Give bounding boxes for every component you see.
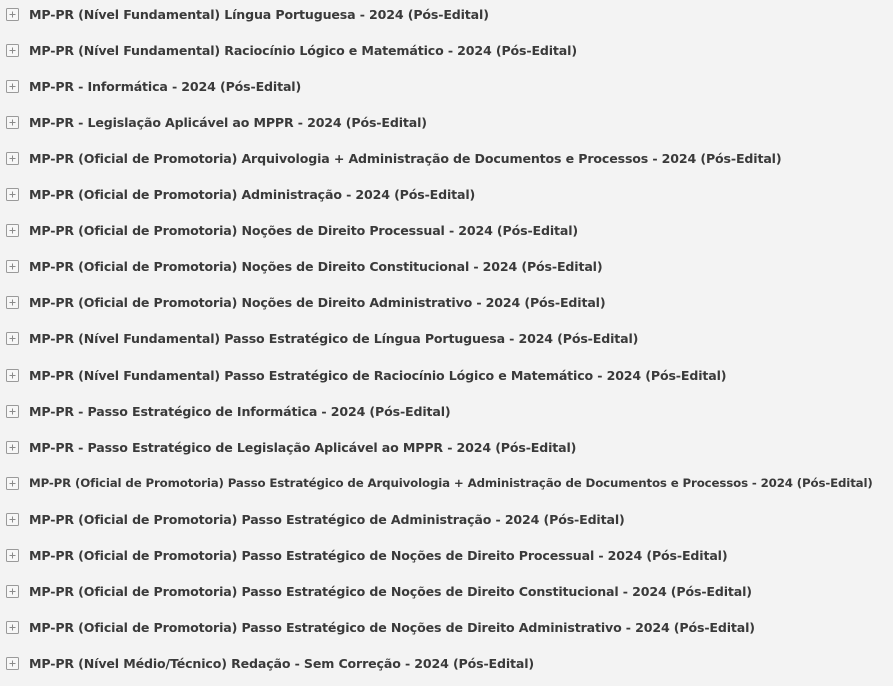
plus-square-icon[interactable] <box>6 621 19 634</box>
course-item[interactable] <box>6 617 755 639</box>
course-label[interactable]: MP-PR (Nível Fundamental) Passo Estratégico de Raciocínio Lógico e Matemático - 2024 (Pós-Edital) <box>29 367 727 383</box>
course-item[interactable] <box>6 364 726 386</box>
course-item[interactable] <box>6 3 489 25</box>
course-label[interactable]: MP-PR (Nível Fundamental) Raciocínio Lógico e Matemático - 2024 (Pós-Edital) <box>29 42 577 58</box>
course-item[interactable] <box>6 436 576 458</box>
course-item[interactable] <box>6 400 451 422</box>
course-label[interactable]: MP-PR (Nível Fundamental) Língua Portuguesa - 2024 (Pós-Edital) <box>29 6 489 22</box>
plus-square-icon[interactable] <box>6 116 19 129</box>
course-item[interactable] <box>6 472 873 494</box>
plus-square-icon[interactable] <box>6 585 19 598</box>
course-item[interactable] <box>6 147 781 169</box>
plus-square-icon[interactable] <box>6 657 19 670</box>
course-label[interactable]: MP-PR - Passo Estratégico de Legislação Aplicável ao MPPR - 2024 (Pós-Edital) <box>29 439 577 455</box>
course-item[interactable] <box>6 292 605 314</box>
plus-square-icon[interactable] <box>6 80 19 93</box>
course-item[interactable] <box>6 508 625 530</box>
course-label[interactable]: MP-PR (Nível Fundamental) Passo Estratégico de Língua Portuguesa - 2024 (Pós-Edital) <box>29 331 639 347</box>
plus-square-icon[interactable] <box>6 44 19 57</box>
course-label[interactable]: MP-PR (Oficial de Promotoria) Noções de Direito Processual - 2024 (Pós-Edital) <box>29 223 579 239</box>
plus-square-icon[interactable] <box>6 369 19 382</box>
plus-square-icon[interactable] <box>6 296 19 309</box>
course-label[interactable]: MP-PR (Oficial de Promotoria) Passo Estratégico de Noções de Direito Constitucional - 2024 (Pós-Edital) <box>29 584 752 600</box>
course-label[interactable]: MP-PR (Oficial de Promotoria) Arquivologia + Administração de Documentos e Processos - 2024 (Pós-Edital) <box>29 150 782 166</box>
course-item[interactable] <box>6 220 578 242</box>
course-item[interactable] <box>6 184 475 206</box>
plus-square-icon[interactable] <box>6 441 19 454</box>
plus-square-icon[interactable] <box>6 224 19 237</box>
plus-square-icon[interactable] <box>6 188 19 201</box>
course-label[interactable]: MP-PR (Nível Médio/Técnico) Redação - Sem Correção - 2024 (Pós-Edital) <box>29 656 535 672</box>
plus-square-icon[interactable] <box>6 260 19 273</box>
course-item[interactable] <box>6 111 427 133</box>
course-item[interactable] <box>6 581 752 603</box>
plus-square-icon[interactable] <box>6 8 19 21</box>
plus-square-icon[interactable] <box>6 513 19 526</box>
course-label[interactable]: MP-PR (Oficial de Promotoria) Passo Estratégico de Arquivologia + Administração de Documentos e Processos - 2024 (Pós-Edital) <box>29 476 873 491</box>
course-item[interactable] <box>6 545 727 567</box>
plus-square-icon[interactable] <box>6 549 19 562</box>
plus-square-icon[interactable] <box>6 477 19 490</box>
course-label[interactable]: MP-PR - Passo Estratégico de Informática - 2024 (Pós-Edital) <box>29 403 451 419</box>
course-label[interactable]: MP-PR (Oficial de Promotoria) Passo Estratégico de Administração - 2024 (Pós-Edital) <box>29 511 625 527</box>
course-item[interactable] <box>6 256 602 278</box>
plus-square-icon[interactable] <box>6 152 19 165</box>
course-label[interactable]: MP-PR (Oficial de Promotoria) Noções de Direito Constitucional - 2024 (Pós-Edital) <box>29 259 603 275</box>
course-item[interactable] <box>6 653 534 675</box>
course-item[interactable] <box>6 75 301 97</box>
course-label[interactable]: MP-PR - Legislação Aplicável ao MPPR - 2024 (Pós-Edital) <box>29 114 427 130</box>
course-label[interactable]: MP-PR (Oficial de Promotoria) Passo Estratégico de Noções de Direito Processual - 2024 (Pós-Edital) <box>29 548 728 563</box>
course-item[interactable] <box>6 39 577 61</box>
plus-square-icon[interactable] <box>6 405 19 418</box>
course-label[interactable]: MP-PR (Oficial de Promotoria) Passo Estratégico de Noções de Direito Administrativo - 2024 (Pós-Edital) <box>29 620 755 636</box>
plus-square-icon[interactable] <box>6 332 19 345</box>
course-item[interactable] <box>6 328 638 350</box>
course-label[interactable]: MP-PR (Oficial de Promotoria) Noções de Direito Administrativo - 2024 (Pós-Edital) <box>29 295 606 311</box>
course-label[interactable]: MP-PR (Oficial de Promotoria) Administração - 2024 (Pós-Edital) <box>29 187 476 202</box>
course-label[interactable]: MP-PR - Informática - 2024 (Pós-Edital) <box>29 78 302 94</box>
